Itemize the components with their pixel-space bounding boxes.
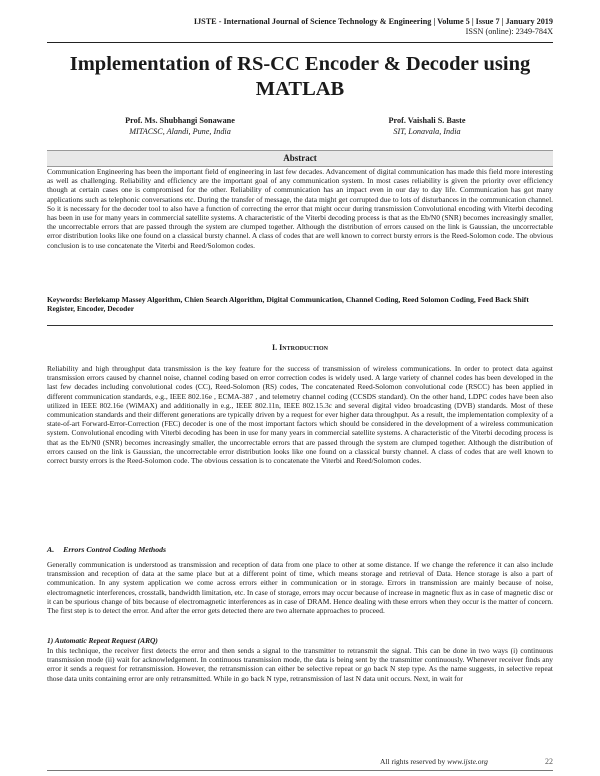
section-number: I. bbox=[272, 343, 278, 352]
paper-title: Implementation of RS-CC Encoder & Decoder using MATLAB bbox=[69, 53, 531, 100]
subsubsection-number: 1) bbox=[47, 636, 54, 645]
subsection-heading-error-control bbox=[47, 545, 166, 555]
subsubsection-title: Automatic Repeat Request (ARQ) bbox=[54, 636, 158, 645]
footer-rights bbox=[380, 757, 488, 767]
section-title: Introduction bbox=[279, 343, 328, 352]
subsection-letter: A. bbox=[47, 545, 55, 554]
journal-citation: IJSTE - International Journal of Science Technology & Engineering | Volume 5 | Issue 7 | January 2019 bbox=[193, 17, 553, 26]
header-divider bbox=[47, 42, 553, 43]
error-control-paragraph: Generally communication is understood as transmission and reception of data from one place to other at some distance. If we change the reference it can also include transmission and reception of data at the same place but at a different point of time, which means storage and retrieval of Data. Hence storage is also a part of communication. In any system application we come across errors either in communication or in storage. Errors in transmission are mainly because of noise, electromagnetic interferences, crosstalk, bandwidth limitation, etc. In case of storage, errors may occur because of increase in magnetic flux as in case of magnetic disc or it can be spurious change of bits because of electromagnetic interferences as in case of DRAM. Hence dealing with these errors when they occur is the matter of concern. The first step is to detect the error. And after the error gets detected there are two alternate approaches to proceed. bbox=[47, 560, 553, 616]
introduction-paragraph: Reliability and high throughput data transmission is the key feature for the success of transmission of wireless communications. In order to protect data against transmission errors caused by channel noise, channel coding based on error correction codes is widely used. A large variety of channel codes has been developed in the last few decades including convolutional codes (CC), Reed-Solomon (RS) codes, The concatenated Reed-Solomon convolutional code (RSCC) has been applied in different communication standards, e.g., IEEE 802.16e , ECMA-387 , and telemetry channel coding (CCSDS standard). On the other hand, LDPC codes have been also utilized in IEEE 802.16e (WiMAX) and additionally in e.g., IEEE 802.11n, IEEE 802.15.3c and several digital video broadcasting (DVB) standards. Most of these communication standards and their different generations are typically driven by a request for ever higher data throughput. As a result, the implementation complexity of a state-of-art Forward-Error-Correction (FEC) decoder is one of the most important factors which should be considered in the development of a wireless communication system. Convolutional encoding with Viterbi decoding has been in use for many years in commercial satellite systems. A characteristic of the Viterbi decoding process is that as the Eb/N0 (SNR) becomes increasingly smaller, the uncorrectable errors that are passed through the system are clumped together. Although the distribution of errors caused on the link is Gaussian, the uncorrectable error distribution looks like one found on a classical bursty channel. A class of codes that are well known to correct bursty errors is the Reed-Solomon code. The obvious cessation is to concatenate the Viterbi and Reed/Solomon codes. bbox=[47, 364, 553, 466]
arq-paragraph: In this technique, the receiver first detects the error and then sends a signal to the transmitter to retransmit the signal. This can be done in two ways (i) continuous transmission mode (ii) wait for acknowledgement. In continuous transmission mode, the data is being sent by the transmitter continuously. Whenever receiver finds any error it sends a request for retransmission. However, the retransmission can either be selective repeat or go back N step type. As the name suggests, in selective repeat those data units containing error are only retransmitted. While in go back N type, retransmission of last N data unit occurs. Next, in wait for bbox=[47, 646, 553, 683]
subsubsection-heading-arq bbox=[47, 636, 158, 645]
author-block-1 bbox=[95, 115, 265, 137]
keywords: Keywords: Berlekamp Massey Algorithm, Chien Search Algorithm, Digital Communication, Channel Coding, Reed Solomon Coding, Feed Back Shift Register, Encoder, Decoder bbox=[47, 295, 529, 314]
abstract-heading: Abstract bbox=[47, 150, 553, 167]
page-number: 22 bbox=[545, 757, 553, 766]
abstract-text: Communication Engineering has been the important field of engineering in last few decades. Advancement of digital communication has made this field more interesting as well as challenging. Reliability and efficiency are the important goal of any communication system. In most cases reliability is given the priority over efficiency though at certain cases one is compromised for the other. Reliability of communication has an impact even in our day to day life. Communication has got many applications such as telephonic conversations etc. During the transfer of message, the data might get corrupted due to lots of disturbances in the communication channel. So it is necessary for the decoder tool to also have a function of correcting the error that might occur during transmission Convolutional encoding with Viterbi decoding has been in use for many years in commercial satellite systems. A characteristic of the Viterbi decoding process is that as the Eb/N0 (SNR) becomes increasingly smaller, the uncorrectable errors that are passed through the system are clumped together. Although the distribution of errors caused on the link is Gaussian, the uncorrectable error distribution looks like one found on a classical bursty channel. A class of codes that are well known to correct bursty errors is the Reed-Solomon code. The obvious conclusion is to use concatenate the Viterbi and Reed/Solomon codes. bbox=[47, 167, 553, 250]
author-affiliation: SIT, Lonavala, India bbox=[393, 127, 461, 136]
author-name: Prof. Ms. Shubhangi Sonawane bbox=[125, 116, 235, 125]
footer-divider bbox=[47, 770, 553, 771]
author-name: Prof. Vaishali S. Baste bbox=[388, 116, 466, 125]
section-heading-introduction bbox=[47, 343, 553, 353]
author-block-2 bbox=[342, 115, 512, 137]
footer-site-link[interactable]: www.ijste.org bbox=[447, 757, 488, 766]
journal-issn: ISSN (online): 2349-784X bbox=[465, 27, 553, 36]
subsection-title: Errors Control Coding Methods bbox=[63, 545, 167, 554]
footer-rights-text: All rights reserved by bbox=[380, 757, 446, 766]
abstract-divider bbox=[47, 325, 553, 326]
author-affiliation: MITACSC, Alandi, Pune, India bbox=[129, 127, 231, 136]
journal-header bbox=[33, 17, 553, 37]
